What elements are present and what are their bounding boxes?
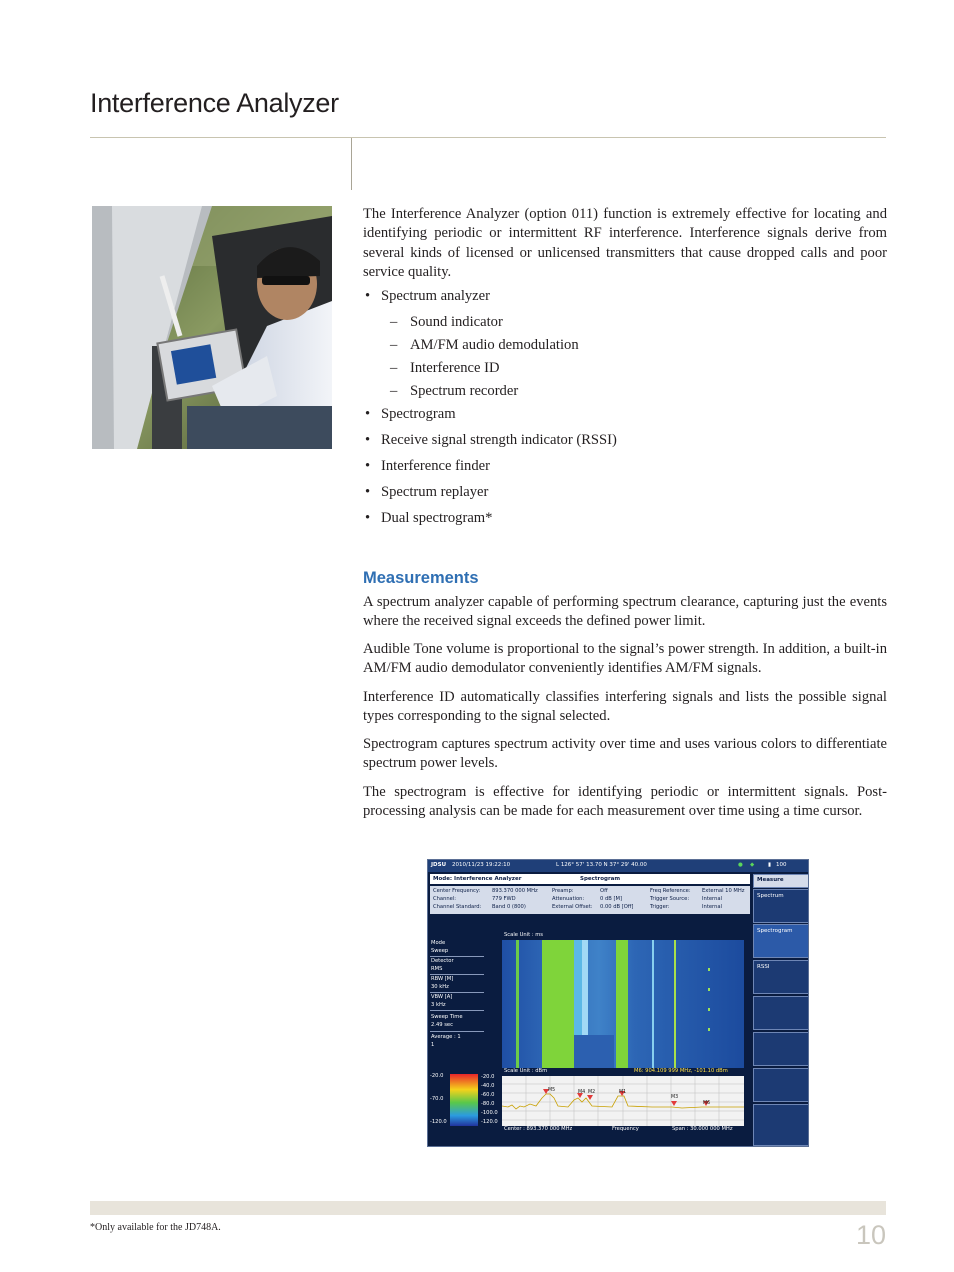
view-label: Spectrogram [580,876,621,882]
colorbar-tick: -70.0 [430,1096,444,1102]
intro-paragraph: The Interference Analyzer (option 011) function is extremely effective for locating and identifying periodic or intermittent RF interference. Interference signals derive from several kinds of licensed or unlicensed transmitters that cause dropped calls and poor service quality. [363,206,887,281]
marker-label: M4 [578,1090,586,1095]
softkey-empty[interactable] [753,1068,809,1102]
dash-mark: – [390,314,398,330]
y-tick: -20.0 [481,1074,495,1080]
measurements-paragraph: Interference ID automatically classifies interfering signals and lists the possible signal types corresponding to the signal selected. [363,689,887,725]
trace-scale-label: Scale Unit : dBm [504,1068,548,1074]
bullet-mark: • [365,458,371,474]
bullet-mark: • [365,484,371,500]
column-divider [351,138,352,190]
datetime-label: 2010/11/23 19:22:10 [452,862,511,868]
colorbar-tick: -120.0 [430,1119,447,1125]
span-label: Span : 30.000 000 MHz [672,1126,733,1132]
softkey-empty[interactable] [753,996,809,1030]
softkey-spectrum[interactable]: Spectrum [753,889,809,923]
colorbar-gradient [450,1074,478,1126]
y-tick: -60.0 [481,1092,495,1098]
softkey-empty[interactable] [753,1104,809,1146]
marker-readout: M6: 904.109 999 MHz, -101.10 dBm [634,1068,728,1074]
gps-coords: L 126° 57' 13.70 N 37° 29' 40.00 [556,862,647,868]
spectrogram-scale-label: Scale Unit : ms [504,932,543,938]
marker-label: M1 [619,1090,627,1095]
softkey-rssi[interactable]: RSSI [753,960,809,994]
measurements-paragraph: A spectrum analyzer capable of performing spectrum clearance, capturing just the events where the received signal exceeds the defined power limit. [363,594,887,630]
bullet-mark: • [365,432,371,448]
dash-mark: – [390,337,398,353]
center-freq-label: Center : 893.370 000 MHz [504,1126,573,1132]
mode-bar [430,874,750,884]
bullet-mark: • [365,406,371,422]
colorbar-tick: -20.0 [430,1073,444,1079]
bullet-mark: • [365,510,371,526]
marker-label: M5 [548,1088,556,1093]
instrument-title-bar [428,860,809,872]
instrument-screenshot: JDSU 2010/11/23 19:22:10 L 126° 57' 13.70 N 37° 29' 40.00 ● ◆ ▮ 100 Mode: Interference Analyzer Spectrogram Center Frequency: 893.370 000 MHz Preamp: Off Freq Reference: External 10 MHz Channel: 779 FWD Attenuation: 0 dB [M] Trigger Source: Internal Channel Standard: Band 0 (800) External Offset: 0.00 dB [Off] Trigger: Internal Measure Spectrum Spectrogram RSSI Mode Sweep Detector RMS RBW [M] 30 kHz VBW [A] 3 kHz Sweep Time 2.49 sec Average : 1 1 Scale Unit : ms Scale Unit : dBm M6: 904.109 999 MHz, -101.10 dBm -20.0 -70.0 -120.0 -20.0 -40.0 -60.0 -80.0 -100.0 -120.0 M5 M4 M2 M1 M3 M6 Center : 893.370 000 MHz Frequency Span : 30.000 000 MHz [427,859,809,1147]
parameter-panel: Center Frequency: 893.370 000 MHz Preamp: Off Freq Reference: External 10 MHz Channel: 779 FWD Attenuation: 0 dB [M] Trigger Source: Internal Channel Standard: Band 0 (800) External Offset: 0.00 dB [Off] Trigger: Internal [430,886,750,914]
bullet-mark: • [365,288,371,304]
brand-label: JDSU [431,862,447,868]
title-rule [90,137,886,138]
y-tick: -100.0 [481,1110,498,1116]
technician-photo [92,206,332,449]
freq-axis-label: Frequency [612,1126,639,1132]
softkey-measure[interactable]: Measure [753,874,809,888]
y-tick: -40.0 [481,1083,495,1089]
mode-label: Mode: Interference Analyzer [433,876,522,882]
footnote: *Only available for the JD748A. [90,1222,221,1233]
battery-level: 100 [776,862,787,868]
marker-label: M6 [703,1101,711,1106]
colorbar [450,1074,478,1126]
y-tick: -80.0 [481,1101,495,1107]
measurements-paragraph: The spectrogram is effective for identifying periodic or intermittent signals. Post-processing analysis can be made for each measurement over time using a time cursor. [363,784,887,820]
usb-icon: ◆ [750,862,755,868]
gps-icon: ● [738,862,743,868]
dash-mark: – [390,360,398,376]
dash-mark: – [390,383,398,399]
spectrogram-image [502,940,744,1068]
measurements-heading: Measurements [363,569,479,587]
technician-photo-illustration [92,206,332,449]
y-tick: -120.0 [481,1119,498,1125]
softkey-spectrogram[interactable]: Spectrogram [753,924,809,958]
battery-icon: ▮ [768,862,772,868]
page-number: 10 [855,1220,886,1250]
marker-label: M2 [588,1090,596,1095]
marker-label: M3 [671,1095,679,1100]
spectrogram-display [502,940,744,1068]
measurements-paragraph: Audible Tone volume is proportional to the signal’s power strength. In addition, a built-in AM/FM audio demodulator conveniently identifies AM/FM signals. [363,641,887,677]
measurements-paragraph: Spectrogram captures spectrum activity over time and uses various colors to differentiate spectrum power levels. [363,736,887,772]
softkey-empty[interactable] [753,1032,809,1066]
footer-band [90,1201,886,1215]
page-title: Interference Analyzer [90,88,339,118]
